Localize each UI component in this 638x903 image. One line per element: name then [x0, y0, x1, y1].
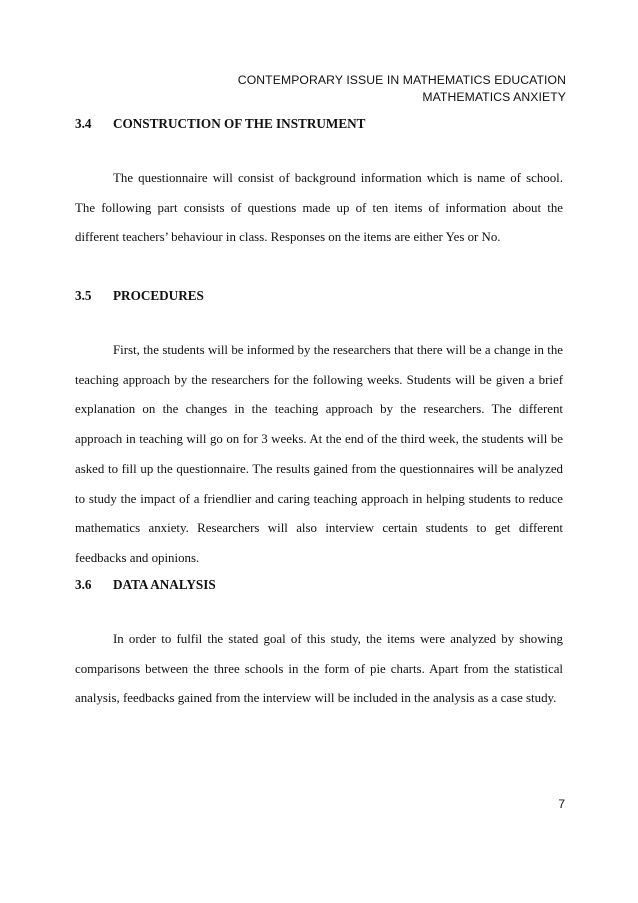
section-number: 3.6 — [75, 577, 92, 592]
section-number: 3.5 — [75, 288, 92, 303]
section-paragraph-3-4: The questionnaire will consist of background information which is name of school. The following part consists of questions made up of ten items of information about the different teachers’ behaviour in class. Responses on the items are either Yes or No. — [75, 171, 563, 245]
running-header-subtitle: MATHEMATICS ANXIETY — [422, 90, 566, 104]
page-number: 7 — [558, 797, 565, 811]
section-paragraph-3-6: In order to fulfil the stated goal of this study, the items were analyzed by showing comparisons between the three schools in the form of pie charts. Apart from the statistical analysis, feedbacks gained from the interview will be included in the analysis as a case study. — [75, 632, 563, 706]
section-title: PROCEDURES — [113, 288, 204, 303]
running-header-title: CONTEMPORARY ISSUE IN MATHEMATICS EDUCATION — [237, 73, 566, 87]
section-paragraph-3-5: First, the students will be informed by the researchers that there will be a change in the teaching approach by the researchers for the following weeks. Students will be given a brief explanation on the changes in the teaching approach by the researchers. The different approach in teaching will go on for 3 weeks. At the end of the third week, the students will be asked to fill up the questionnaire. The results gained from the questionnaires will be analyzed to study the impact of a friendlier and caring teaching approach in helping students to reduce mathematics anxiety. Researchers will also interview certain students to get different feedbacks and opinions. — [75, 343, 563, 565]
section-heading-3-6 — [75, 577, 563, 593]
section-heading-3-5 — [75, 288, 563, 304]
section-number: 3.4 — [75, 116, 92, 131]
section-title: DATA ANALYSIS — [113, 577, 216, 592]
section-title: CONSTRUCTION OF THE INSTRUMENT — [113, 116, 366, 131]
running-header — [238, 72, 566, 106]
section-heading-3-4 — [75, 116, 563, 132]
